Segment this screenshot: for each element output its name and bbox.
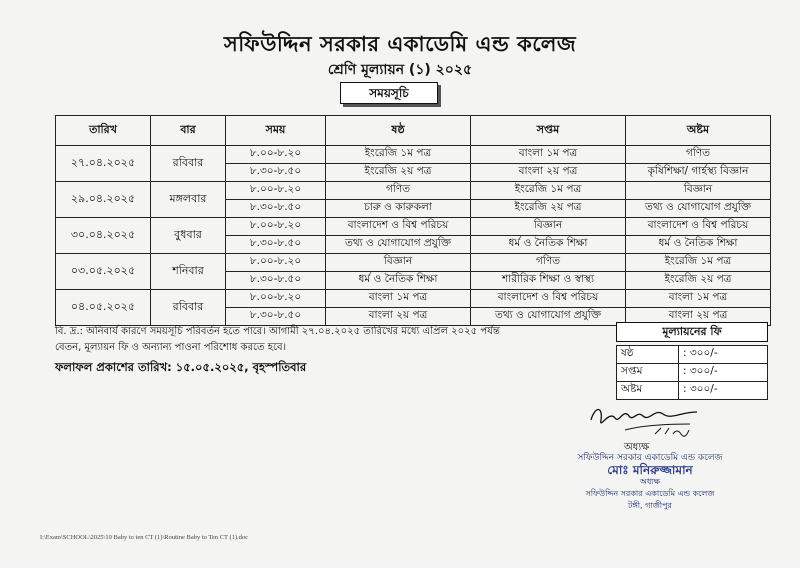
exam-date: ২৭.০৪.২০২৫ <box>56 146 151 182</box>
principal-signature <box>585 400 705 440</box>
routine-label: সময়সূচি <box>340 82 438 104</box>
column-header: তারিখ <box>56 116 151 146</box>
class-eight-subject: তথ্য ও যোগাযোগ প্রযুক্তি <box>626 200 771 218</box>
class-eight-subject: বাংলা ২য় পত্র <box>626 308 771 326</box>
table-row <box>56 182 771 200</box>
table-header-row <box>56 116 771 146</box>
class-eight-subject: ধর্ম ও নৈতিক শিক্ষা <box>626 236 771 254</box>
stamp-location: টঙ্গী, গাজীপুর <box>628 501 672 510</box>
fee-class: সপ্তম <box>617 364 679 382</box>
class-seven-subject: শারীরিক শিক্ষা ও স্বাস্থ্য <box>471 272 626 290</box>
stamp-role: অধ্যক্ষ <box>639 477 661 486</box>
class-seven-subject: বিজ্ঞান <box>471 218 626 236</box>
fee-table-title: মূল্যায়নের ফি <box>616 322 768 342</box>
class-six-subject: গণিত <box>326 182 471 200</box>
class-seven-subject: তথ্য ও যোগাযোগ প্রযুক্তি <box>471 308 626 326</box>
notice-text: বি. দ্র.: অনিবার্য কারণে সময়সূচি পরিবর্তন হতে পারে। আগামী ২৭.০৪.২০২৫ তারিখের মধ্যে এপ্রিল ২০২৫ পর্যন্ত বেতন, মূল্যায়ন ফি ও অন্যান্য পাওনা পরিশোধ করতে হবে। <box>55 326 500 353</box>
exam-time: ৮.৩০-৮.৫০ <box>226 164 326 182</box>
table-row <box>56 146 771 164</box>
column-header: সময় <box>226 116 326 146</box>
class-six-subject: বাংলা ১ম পত্র <box>326 290 471 308</box>
table-row <box>56 218 771 236</box>
fee-amount: : ৩০০/- <box>678 364 767 382</box>
class-eight-subject: বাংলাদেশ ও বিশ্ব পরিচয় <box>626 218 771 236</box>
class-six-subject: বাংলা ২য় পত্র <box>326 308 471 326</box>
stamp-institution: সফিউদ্দিন সরকার একাডেমি এন্ড কলেজ <box>577 453 723 463</box>
exam-time: ৮.৩০-৮.৫০ <box>226 308 326 326</box>
class-six-subject: বিজ্ঞান <box>326 254 471 272</box>
exam-time: ৮.০০-৮.২০ <box>226 218 326 236</box>
fee-class: অষ্টম <box>617 382 679 400</box>
class-seven-subject: বাংলাদেশ ও বিশ্ব পরিচয় <box>471 290 626 308</box>
exam-time: ৮.০০-৮.২০ <box>226 182 326 200</box>
class-eight-subject: ইংরেজি ১ম পত্র <box>626 254 771 272</box>
class-eight-subject: কৃষিশিক্ষা/ গার্হস্থ্য বিজ্ঞান <box>626 164 771 182</box>
class-seven-subject: ধর্ম ও নৈতিক শিক্ষা <box>471 236 626 254</box>
class-six-subject: ইংরেজি ১ম পত্র <box>326 146 471 164</box>
fee-row <box>617 346 768 364</box>
exam-date: ০৩.০৫.২০২৫ <box>56 254 151 290</box>
class-six-subject: ধর্ম ও নৈতিক শিক্ষা <box>326 272 471 290</box>
class-six-subject: ইংরেজি ২য় পত্র <box>326 164 471 182</box>
fee-table <box>616 345 768 400</box>
exam-day: রবিবার <box>151 146 226 182</box>
exam-time: ৮.০০-৮.২০ <box>226 254 326 272</box>
exam-day: বুধবার <box>151 218 226 254</box>
class-seven-subject: ইংরেজি ২য় পত্র <box>471 200 626 218</box>
exam-date: ০৪.০৫.২০২৫ <box>56 290 151 326</box>
table-row <box>56 254 771 272</box>
fee-row <box>617 382 768 400</box>
principal-stamp <box>560 452 740 512</box>
class-eight-subject: বিজ্ঞান <box>626 182 771 200</box>
exam-day: শনিবার <box>151 254 226 290</box>
class-six-subject: তথ্য ও যোগাযোগ প্রযুক্তি <box>326 236 471 254</box>
result-date: ফলাফল প্রকাশের তারিখ: ১৫.০৫.২০২৫, বৃহস্পতিবার <box>55 360 307 374</box>
fee-row <box>617 364 768 382</box>
column-header: সপ্তম <box>471 116 626 146</box>
exam-day: রবিবার <box>151 290 226 326</box>
stamp-name: মোঃ মনিরুজ্জামান <box>607 463 693 477</box>
class-seven-subject: ইংরেজি ১ম পত্র <box>471 182 626 200</box>
exam-time: ৮.৩০-৮.৫০ <box>226 200 326 218</box>
class-eight-subject: ইংরেজি ২য় পত্র <box>626 272 771 290</box>
column-header: ষষ্ঠ <box>326 116 471 146</box>
class-eight-subject: বাংলা ১ম পত্র <box>626 290 771 308</box>
stamp-institution-short: সফিউদ্দিন সরকার একাডেমি এন্ড কলেজ <box>585 489 715 498</box>
class-seven-subject: বাংলা ১ম পত্র <box>471 146 626 164</box>
table-row <box>56 290 771 308</box>
exam-time: ৮.০০-৮.২০ <box>226 146 326 164</box>
column-header: অষ্টম <box>626 116 771 146</box>
exam-date: ২৯.০৪.২০২৫ <box>56 182 151 218</box>
class-six-subject: বাংলাদেশ ও বিশ্ব পরিচয় <box>326 218 471 236</box>
signature-label: অধ্যক্ষ <box>624 442 650 453</box>
class-six-subject: চারু ও কারুকলা <box>326 200 471 218</box>
fee-amount: : ৩০০/- <box>678 346 767 364</box>
fee-class: ষষ্ঠ <box>617 346 679 364</box>
exam-subtitle: শ্রেণি মূল্যায়ন (১) ২০২৫ <box>327 62 473 78</box>
exam-date: ৩০.০৪.২০২৫ <box>56 218 151 254</box>
exam-time: ৮.৩০-৮.৫০ <box>226 236 326 254</box>
class-eight-subject: গণিত <box>626 146 771 164</box>
institution-title: সফিউদ্দিন সরকার একাডেমি এন্ড কলেজ <box>223 32 577 56</box>
file-path: I:\Exam\SCHOOL\2025\10 Baby to ten CT (1)\Routine Baby to Ten CT (1).doc <box>40 534 249 541</box>
fee-amount: : ৩০০/- <box>678 382 767 400</box>
class-seven-subject: বাংলা ২য় পত্র <box>471 164 626 182</box>
column-header: বার <box>151 116 226 146</box>
exam-time: ৮.৩০-৮.৫০ <box>226 272 326 290</box>
exam-time: ৮.০০-৮.২০ <box>226 290 326 308</box>
class-seven-subject: গণিত <box>471 254 626 272</box>
exam-day: মঙ্গলবার <box>151 182 226 218</box>
routine-table <box>55 115 771 326</box>
